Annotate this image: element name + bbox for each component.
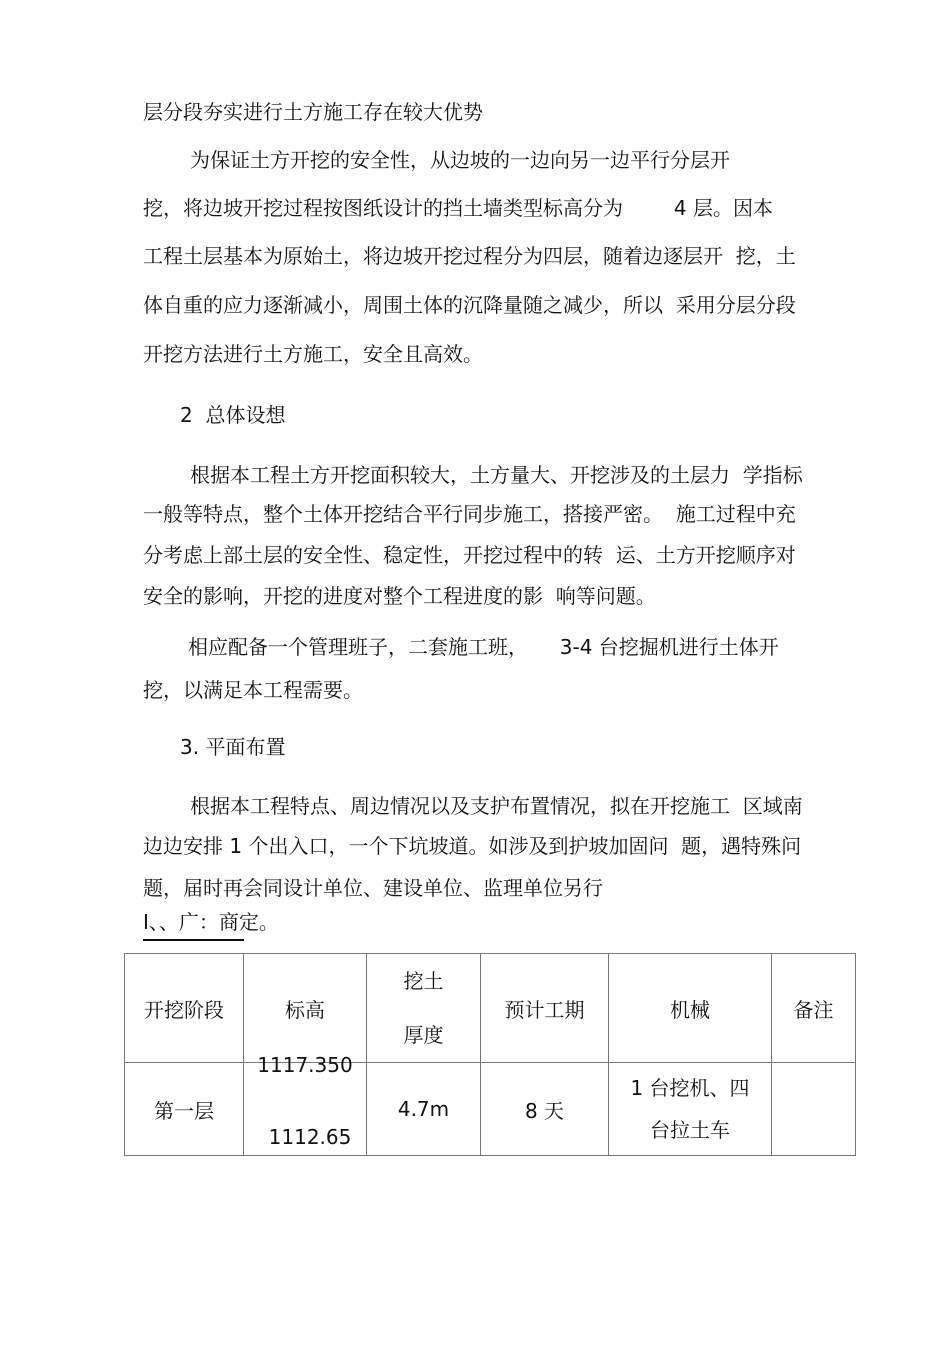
elevation-bottom: 1112.65: [268, 1125, 352, 1149]
elevation-top: 1117.350: [257, 1053, 353, 1077]
section-heading: 2 总体设想: [180, 403, 286, 427]
header-depth-line1: 挖土: [403, 969, 444, 993]
paragraph-line: 开挖方法进行土方施工，安全且高效。: [143, 342, 483, 366]
cell-notes: [772, 1063, 856, 1156]
table-row: [125, 1063, 856, 1156]
header-cell-duration: 预计工期: [481, 954, 609, 1063]
cell-stage: 第一层: [125, 1063, 244, 1156]
paragraph-line: 体自重的应力逐渐减小，周围土体的沉降量随之减少，所以 采用分层分段: [143, 293, 796, 317]
paragraph-line: 为保证土方开挖的安全性，从边坡的一边向另一边平行分层开: [190, 148, 730, 172]
paragraph-line: 工程土层基本为原始土，将边坡开挖过程分为四层，随着边逐层开 挖，土: [143, 244, 796, 268]
header-cell-notes: 备注: [772, 954, 856, 1063]
paragraph-line: 安全的影响，开挖的进度对整个工程进度的影 响等问题。: [143, 584, 656, 608]
paragraph-line: 题，届时再会同设计单位、建设单位、监理单位另行: [143, 876, 603, 900]
paragraph-line: 一般等特点，整个土体开挖结合平行同步施工，搭接严密。 施工过程中充: [143, 502, 796, 526]
header-cell-stage: 开挖阶段: [125, 954, 244, 1063]
text-line: 层分段夯实进行土方施工存在较大优势: [143, 100, 483, 124]
table-header-row: [125, 954, 856, 1063]
excavation-table: [124, 953, 856, 1156]
header-depth-line2: 厚度: [403, 1023, 444, 1047]
machinery-line2: 台拉土车: [650, 1118, 730, 1142]
cell-machinery: [609, 1063, 772, 1156]
machinery-line1: 1 台挖机、四: [630, 1076, 750, 1100]
signoff-text: I、、广：商定。: [143, 910, 279, 934]
section-heading: 3. 平面布置: [180, 735, 286, 759]
paragraph-line: 挖，将边坡开挖过程按图纸设计的挡土墙类型标高分为 4 层。因本: [143, 196, 773, 220]
paragraph-line: 根据本工程土方开挖面积较大，土方量大、开挖涉及的土层力 学指标: [190, 463, 803, 487]
cell-depth: 4.7m: [367, 1063, 481, 1156]
paragraph-line: 挖，以满足本工程需要。: [143, 678, 363, 702]
cell-duration: 8 天: [481, 1063, 609, 1156]
cell-elevation: [244, 1053, 367, 1156]
paragraph-line: 分考虑上部土层的安全性、稳定性，开挖过程中的转 运、土方开挖顺序对: [143, 543, 796, 567]
header-cell-depth: [367, 954, 481, 1063]
paragraph-line: 根据本工程特点、周边情况以及支护布置情况，拟在开挖施工 区域南: [190, 794, 803, 818]
paragraph-line: 相应配备一个管理班子，二套施工班， 3-4 台挖掘机进行土体开: [188, 635, 779, 659]
header-cell-machinery: 机械: [609, 954, 772, 1063]
signoff-underline: [143, 939, 244, 941]
paragraph-line: 边边安排 1 个出入口，一个下坑坡道。如涉及到护坡加固问 题，遇特殊问: [143, 834, 802, 858]
header-cell-elevation: 标高: [244, 954, 367, 1063]
